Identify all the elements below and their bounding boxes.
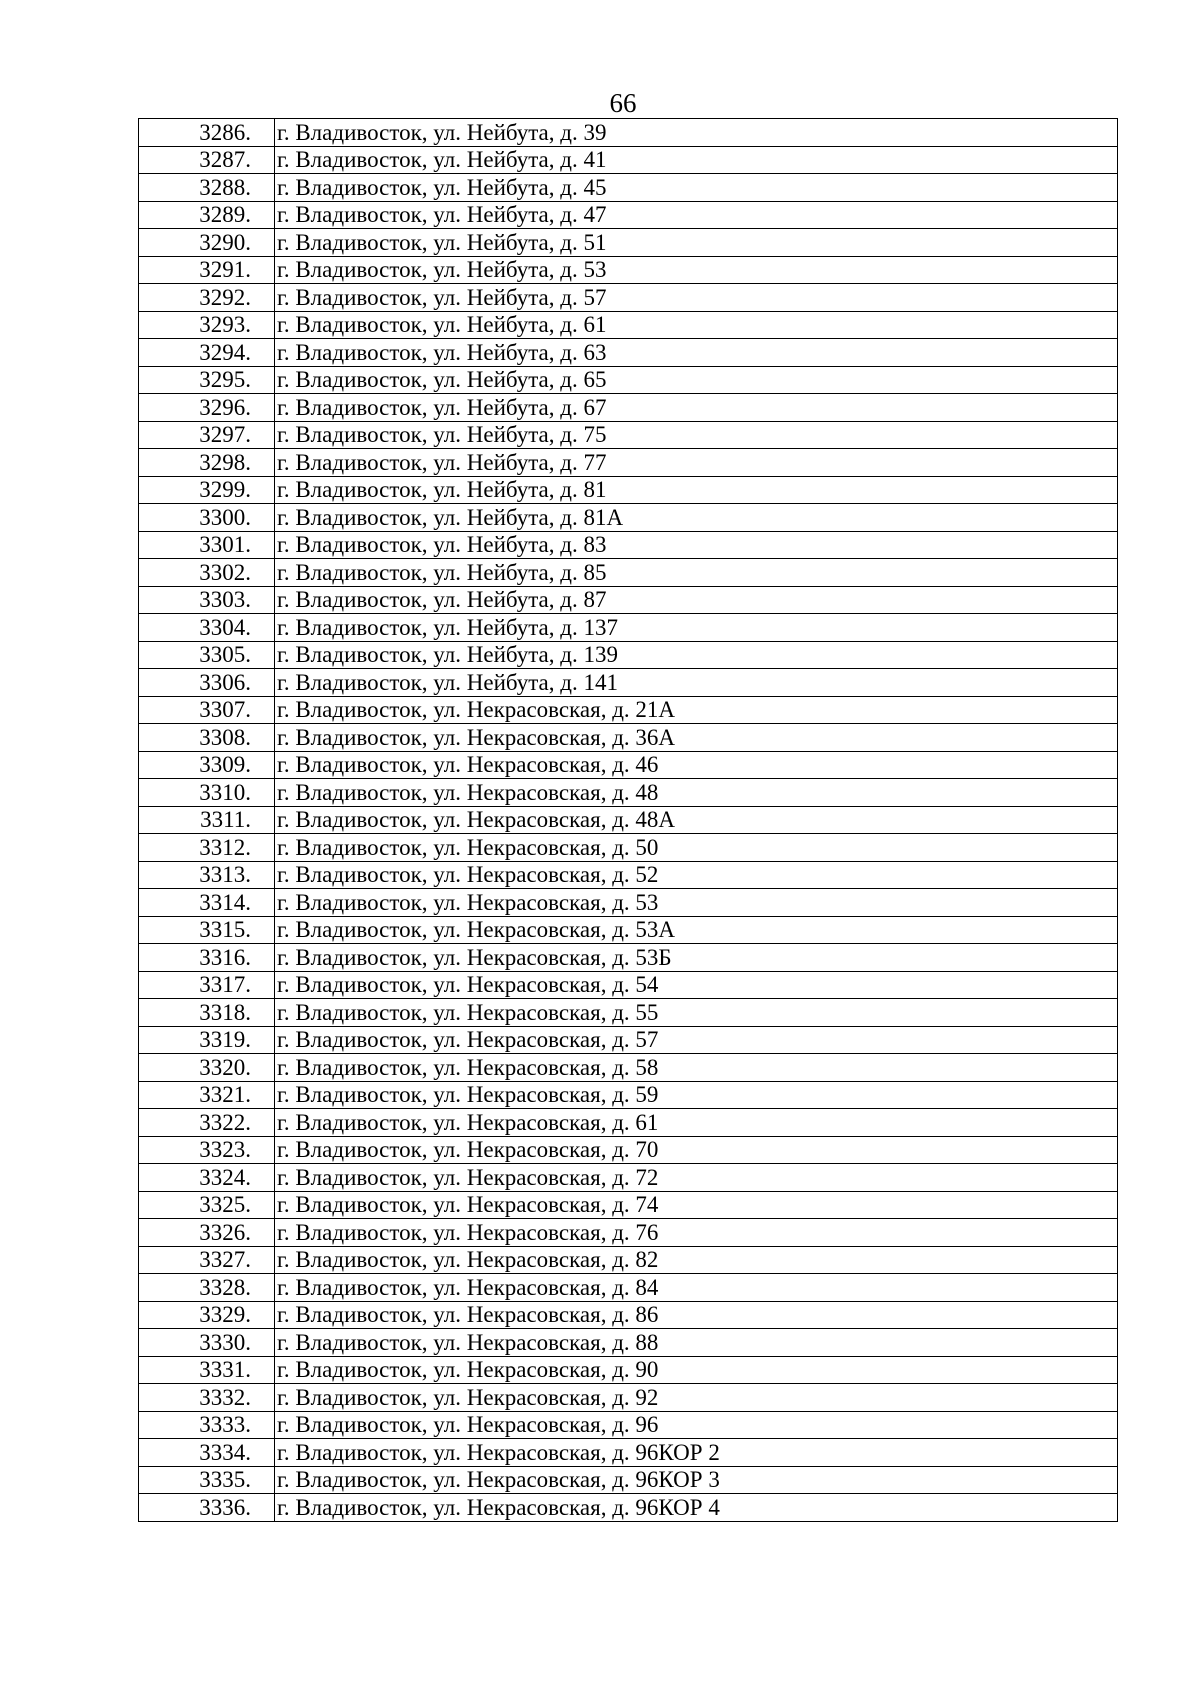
row-number-cell: 3289.: [139, 201, 275, 229]
row-number-cell: 3334.: [139, 1439, 275, 1467]
table-row: [139, 889, 1118, 917]
table-row: [139, 1301, 1118, 1329]
table-row: [139, 641, 1118, 669]
row-number-cell: 3313.: [139, 861, 275, 889]
row-number-cell: 3318.: [139, 999, 275, 1027]
address-cell: г. Владивосток, ул. Некрасовская, д. 54: [275, 971, 1118, 999]
page-number: 66: [609, 88, 637, 118]
address-cell: г. Владивосток, ул. Некрасовская, д. 96КОР 4: [275, 1494, 1118, 1522]
table-row: [139, 779, 1118, 807]
row-number-cell: 3320.: [139, 1054, 275, 1082]
address-cell: г. Владивосток, ул. Нейбута, д. 87: [275, 586, 1118, 614]
address-cell: г. Владивосток, ул. Нейбута, д. 53: [275, 256, 1118, 284]
row-number-cell: 3316.: [139, 944, 275, 972]
address-cell: г. Владивосток, ул. Некрасовская, д. 90: [275, 1356, 1118, 1384]
table-row: [139, 1411, 1118, 1439]
table-row: [139, 614, 1118, 642]
table-row: [139, 1109, 1118, 1137]
address-cell: г. Владивосток, ул. Нейбута, д. 45: [275, 174, 1118, 202]
row-number-cell: 3299.: [139, 476, 275, 504]
row-number-cell: 3306.: [139, 669, 275, 697]
row-number-cell: 3326.: [139, 1219, 275, 1247]
address-cell: г. Владивосток, ул. Нейбута, д. 65: [275, 366, 1118, 394]
address-cell: г. Владивосток, ул. Некрасовская, д. 82: [275, 1246, 1118, 1274]
table-row: [139, 1054, 1118, 1082]
table-row: [139, 504, 1118, 532]
table-row: [139, 806, 1118, 834]
address-cell: г. Владивосток, ул. Некрасовская, д. 55: [275, 999, 1118, 1027]
row-number-cell: 3301.: [139, 531, 275, 559]
address-cell: г. Владивосток, ул. Нейбута, д. 85: [275, 559, 1118, 587]
table-row: [139, 284, 1118, 312]
row-number-cell: 3310.: [139, 779, 275, 807]
row-number-cell: 3305.: [139, 641, 275, 669]
row-number-cell: 3321.: [139, 1081, 275, 1109]
table-row: [139, 586, 1118, 614]
row-number-cell: 3311.: [139, 806, 275, 834]
address-cell: г. Владивосток, ул. Некрасовская, д. 50: [275, 834, 1118, 862]
address-table: [138, 118, 1118, 1522]
address-cell: г. Владивосток, ул. Нейбута, д. 137: [275, 614, 1118, 642]
address-cell: г. Владивосток, ул. Некрасовская, д. 53Б: [275, 944, 1118, 972]
address-cell: г. Владивосток, ул. Некрасовская, д. 46: [275, 751, 1118, 779]
address-cell: г. Владивосток, ул. Некрасовская, д. 53А: [275, 916, 1118, 944]
table-row: [139, 669, 1118, 697]
table-row: [139, 861, 1118, 889]
row-number-cell: 3333.: [139, 1411, 275, 1439]
row-number-cell: 3327.: [139, 1246, 275, 1274]
row-number-cell: 3292.: [139, 284, 275, 312]
address-cell: г. Владивосток, ул. Нейбута, д. 75: [275, 421, 1118, 449]
table-row: [139, 1384, 1118, 1412]
table-row: [139, 724, 1118, 752]
row-number-cell: 3312.: [139, 834, 275, 862]
address-cell: г. Владивосток, ул. Некрасовская, д. 92: [275, 1384, 1118, 1412]
table-row: [139, 421, 1118, 449]
table-row: [139, 366, 1118, 394]
table-row: [139, 1191, 1118, 1219]
address-cell: г. Владивосток, ул. Нейбута, д. 63: [275, 339, 1118, 367]
table-row: [139, 1466, 1118, 1494]
address-cell: г. Владивосток, ул. Нейбута, д. 83: [275, 531, 1118, 559]
row-number-cell: 3286.: [139, 119, 275, 147]
table-row: [139, 229, 1118, 257]
row-number-cell: 3331.: [139, 1356, 275, 1384]
table-row: [139, 916, 1118, 944]
table-row: [139, 311, 1118, 339]
row-number-cell: 3317.: [139, 971, 275, 999]
row-number-cell: 3304.: [139, 614, 275, 642]
table-row: [139, 146, 1118, 174]
row-number-cell: 3291.: [139, 256, 275, 284]
address-cell: г. Владивосток, ул. Нейбута, д. 57: [275, 284, 1118, 312]
table-row: [139, 476, 1118, 504]
address-cell: г. Владивосток, ул. Нейбута, д. 81А: [275, 504, 1118, 532]
address-cell: г. Владивосток, ул. Нейбута, д. 47: [275, 201, 1118, 229]
table-row: [139, 971, 1118, 999]
table-row: [139, 944, 1118, 972]
table-row: [139, 1356, 1118, 1384]
table-row: [139, 256, 1118, 284]
address-cell: г. Владивосток, ул. Некрасовская, д. 70: [275, 1136, 1118, 1164]
table-row: [139, 201, 1118, 229]
row-number-cell: 3332.: [139, 1384, 275, 1412]
row-number-cell: 3294.: [139, 339, 275, 367]
address-cell: г. Владивосток, ул. Некрасовская, д. 72: [275, 1164, 1118, 1192]
table-row: [139, 696, 1118, 724]
address-cell: г. Владивосток, ул. Некрасовская, д. 84: [275, 1274, 1118, 1302]
address-cell: г. Владивосток, ул. Нейбута, д. 77: [275, 449, 1118, 477]
address-cell: г. Владивосток, ул. Некрасовская, д. 86: [275, 1301, 1118, 1329]
address-cell: г. Владивосток, ул. Нейбута, д. 67: [275, 394, 1118, 422]
row-number-cell: 3328.: [139, 1274, 275, 1302]
table-row: [139, 1026, 1118, 1054]
row-number-cell: 3314.: [139, 889, 275, 917]
address-table-body: [139, 119, 1118, 1522]
row-number-cell: 3293.: [139, 311, 275, 339]
row-number-cell: 3296.: [139, 394, 275, 422]
address-cell: г. Владивосток, ул. Некрасовская, д. 59: [275, 1081, 1118, 1109]
table-row: [139, 559, 1118, 587]
table-row: [139, 1219, 1118, 1247]
table-row: [139, 119, 1118, 147]
table-row: [139, 1246, 1118, 1274]
address-cell: г. Владивосток, ул. Некрасовская, д. 96КОР 2: [275, 1439, 1118, 1467]
address-cell: г. Владивосток, ул. Нейбута, д. 141: [275, 669, 1118, 697]
row-number-cell: 3295.: [139, 366, 275, 394]
table-row: [139, 1136, 1118, 1164]
row-number-cell: 3329.: [139, 1301, 275, 1329]
address-cell: г. Владивосток, ул. Некрасовская, д. 58: [275, 1054, 1118, 1082]
row-number-cell: 3290.: [139, 229, 275, 257]
table-row: [139, 1164, 1118, 1192]
row-number-cell: 3323.: [139, 1136, 275, 1164]
table-row: [139, 1329, 1118, 1357]
table-row: [139, 174, 1118, 202]
address-cell: г. Владивосток, ул. Некрасовская, д. 57: [275, 1026, 1118, 1054]
address-cell: г. Владивосток, ул. Некрасовская, д. 53: [275, 889, 1118, 917]
table-row: [139, 1439, 1118, 1467]
address-cell: г. Владивосток, ул. Нейбута, д. 81: [275, 476, 1118, 504]
row-number-cell: 3307.: [139, 696, 275, 724]
address-cell: г. Владивосток, ул. Некрасовская, д. 61: [275, 1109, 1118, 1137]
address-cell: г. Владивосток, ул. Нейбута, д. 139: [275, 641, 1118, 669]
row-number-cell: 3324.: [139, 1164, 275, 1192]
table-row: [139, 1081, 1118, 1109]
address-cell: г. Владивосток, ул. Нейбута, д. 51: [275, 229, 1118, 257]
address-cell: г. Владивосток, ул. Некрасовская, д. 76: [275, 1219, 1118, 1247]
address-cell: г. Владивосток, ул. Некрасовская, д. 48А: [275, 806, 1118, 834]
address-cell: г. Владивосток, ул. Некрасовская, д. 74: [275, 1191, 1118, 1219]
table-row: [139, 394, 1118, 422]
row-number-cell: 3287.: [139, 146, 275, 174]
address-cell: г. Владивосток, ул. Некрасовская, д. 96КОР 3: [275, 1466, 1118, 1494]
address-cell: г. Владивосток, ул. Нейбута, д. 41: [275, 146, 1118, 174]
row-number-cell: 3322.: [139, 1109, 275, 1137]
address-cell: г. Владивосток, ул. Некрасовская, д. 48: [275, 779, 1118, 807]
table-row: [139, 999, 1118, 1027]
address-cell: г. Владивосток, ул. Некрасовская, д. 52: [275, 861, 1118, 889]
table-row: [139, 1274, 1118, 1302]
table-row: [139, 531, 1118, 559]
row-number-cell: 3330.: [139, 1329, 275, 1357]
row-number-cell: 3300.: [139, 504, 275, 532]
table-row: [139, 751, 1118, 779]
table-row: [139, 834, 1118, 862]
row-number-cell: 3309.: [139, 751, 275, 779]
row-number-cell: 3335.: [139, 1466, 275, 1494]
address-cell: г. Владивосток, ул. Некрасовская, д. 36А: [275, 724, 1118, 752]
row-number-cell: 3298.: [139, 449, 275, 477]
row-number-cell: 3308.: [139, 724, 275, 752]
table-row: [139, 339, 1118, 367]
address-cell: г. Владивосток, ул. Некрасовская, д. 96: [275, 1411, 1118, 1439]
address-cell: г. Владивосток, ул. Нейбута, д. 61: [275, 311, 1118, 339]
row-number-cell: 3315.: [139, 916, 275, 944]
table-row: [139, 449, 1118, 477]
table-row: [139, 1494, 1118, 1522]
row-number-cell: 3297.: [139, 421, 275, 449]
row-number-cell: 3336.: [139, 1494, 275, 1522]
row-number-cell: 3303.: [139, 586, 275, 614]
row-number-cell: 3288.: [139, 174, 275, 202]
row-number-cell: 3319.: [139, 1026, 275, 1054]
address-cell: г. Владивосток, ул. Нейбута, д. 39: [275, 119, 1118, 147]
address-cell: г. Владивосток, ул. Некрасовская, д. 88: [275, 1329, 1118, 1357]
address-cell: г. Владивосток, ул. Некрасовская, д. 21А: [275, 696, 1118, 724]
row-number-cell: 3325.: [139, 1191, 275, 1219]
row-number-cell: 3302.: [139, 559, 275, 587]
